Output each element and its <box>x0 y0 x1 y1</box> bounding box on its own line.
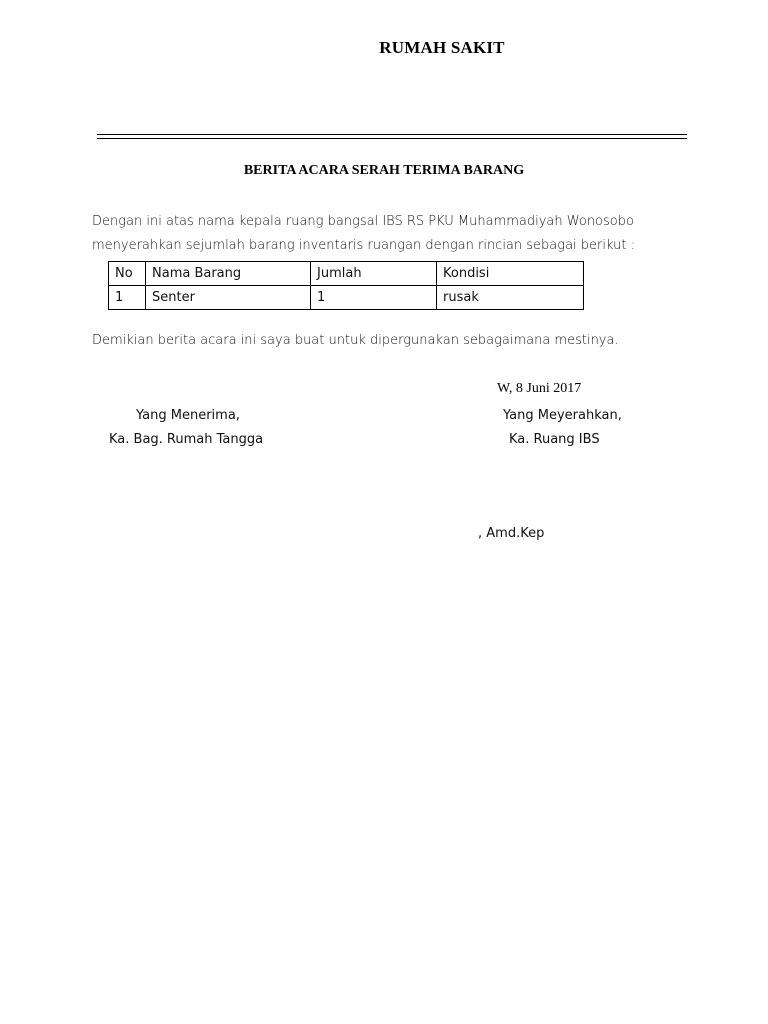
table-row <box>109 286 584 310</box>
table-header-row <box>109 262 584 286</box>
signing-date: W, 8 Juni 2017 <box>497 381 582 396</box>
document-title: BERITA ACARA SERAH TERIMA BARANG <box>243 163 525 178</box>
receiver-role: Yang Menerima, <box>136 408 240 423</box>
giver-title: Ka. Ruang IBS <box>509 432 600 447</box>
closing-paragraph: Demikian berita acara ini saya buat untuk dipergunakan sebagaimana mestinya. <box>92 333 619 348</box>
cell-jumlah: 1 <box>311 286 437 310</box>
intro-line-1: Dengan ini atas nama kepala ruang bangsal IBS RS PKU Muhammadiyah Wonosobo <box>92 214 634 229</box>
header-rule-bottom <box>97 138 687 139</box>
header-rule-top <box>97 134 687 135</box>
giver-name: , Amd.Kep <box>478 526 545 541</box>
receiver-title: Ka. Bag. Rumah Tangga <box>109 432 264 447</box>
cell-no: 1 <box>109 286 146 310</box>
giver-role: Yang Meyerahkan, <box>503 408 622 423</box>
intro-paragraph <box>92 210 635 258</box>
header-nama-barang: Nama Barang <box>146 262 311 286</box>
cell-nama-barang: Senter <box>146 286 311 310</box>
inventory-table <box>108 261 584 310</box>
header-jumlah: Jumlah <box>311 262 437 286</box>
header-no: No <box>109 262 146 286</box>
header-kondisi: Kondisi <box>437 262 584 286</box>
hospital-header-title: RUMAH SAKIT <box>379 38 505 57</box>
intro-line-2: menyerahkan sejumlah barang inventaris ruangan dengan rincian sebagai berikut : <box>92 238 635 253</box>
cell-kondisi: rusak <box>437 286 584 310</box>
